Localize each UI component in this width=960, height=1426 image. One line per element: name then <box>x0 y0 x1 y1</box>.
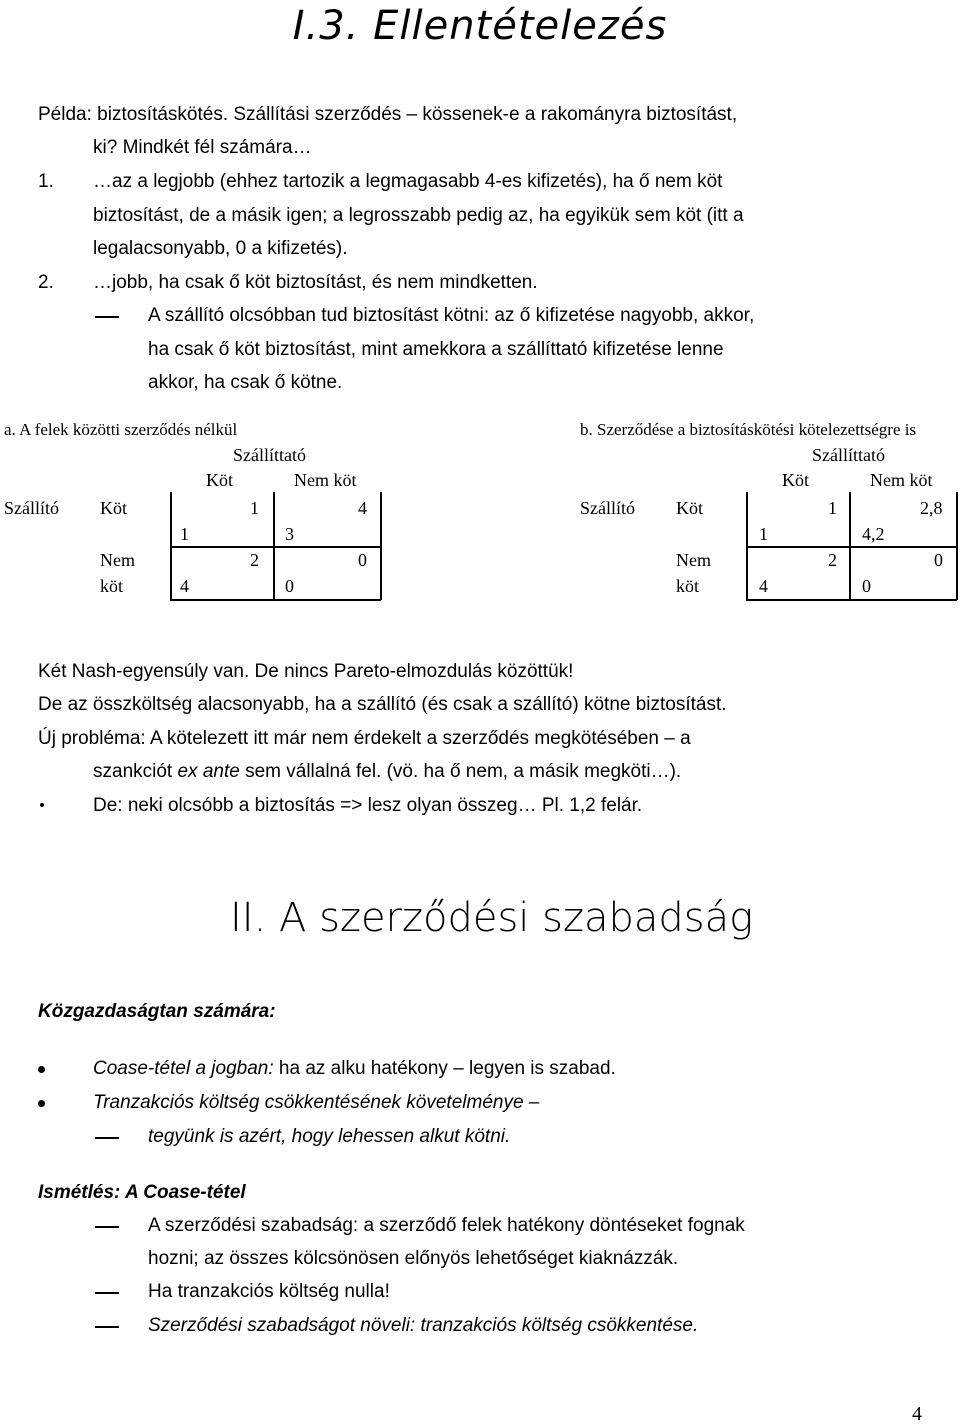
intro-line: Példa: biztosításkötés. Szállítási szerződés – kössenek-e a rakományra biztosítást, <box>38 104 738 125</box>
payoff-value: 0 <box>934 550 943 570</box>
list-item-text: legalacsonyabb, 0 a kifizetés). <box>93 238 348 259</box>
grid-line <box>170 546 381 548</box>
row-label-kot2: köt <box>100 576 124 596</box>
bullet-text: Tranzakciós költség csökkentésének követelménye – <box>93 1092 540 1113</box>
row-label-kot: Köt <box>676 498 703 518</box>
row-label-kot2: köt <box>676 576 700 596</box>
text-run: sem vállalná fel. (vö. ha ő nem, a másik megköti…). <box>239 761 682 782</box>
text-run-italic: ex ante <box>177 761 240 782</box>
payoff-value: 4 <box>358 498 367 518</box>
dash-bullet <box>95 316 119 318</box>
matrix-title: b. Szerződése a biztosításkötési kötelezettségre is <box>580 420 917 439</box>
dash-bullet <box>95 1226 119 1228</box>
dash-item-text: hozni; az összes kölcsönösen előnyös lehetőséget kiaknázzák. <box>148 1248 679 1269</box>
section-title: I.3. Ellentételezés <box>292 3 668 49</box>
column-label-kot: Köt <box>206 470 233 490</box>
row-player-label: Szállító <box>4 498 59 518</box>
row-player-label: Szállító <box>580 498 635 518</box>
sub-item-text: A szállító olcsóbban tud biztosítást kötni: az ő kifizetése nagyobb, akkor, <box>148 305 755 326</box>
column-label-nem-kot: Nem köt <box>294 470 357 490</box>
column-player-label: Szállíttató <box>233 445 306 465</box>
payoff-value: 2 <box>828 550 837 570</box>
bullet-dot <box>38 1066 45 1073</box>
column-player-label: Szállíttató <box>812 445 885 465</box>
conclusion-line <box>93 760 681 784</box>
payoff-value: 4 <box>759 576 768 596</box>
intro-line: ki? Mindkét fél számára… <box>93 137 312 158</box>
payoff-matrix-a <box>0 412 440 607</box>
column-label-kot: Köt <box>782 470 809 490</box>
payoff-value: 2,8 <box>920 498 943 518</box>
list-number: 1. <box>38 171 54 192</box>
text-run-italic: Coase-tétel a jogban: <box>93 1058 274 1079</box>
dash-bullet <box>95 1292 119 1294</box>
section-title-2: II. A szerződési szabadság <box>230 895 754 941</box>
payoff-value: 1 <box>250 498 259 518</box>
payoff-value: 0 <box>358 550 367 570</box>
payoff-value: 1 <box>180 524 189 544</box>
list-number: 2. <box>38 272 54 293</box>
dash-bullet <box>95 1326 119 1328</box>
subheading: Ismétlés: A Coase-tétel <box>38 1182 246 1203</box>
conclusion-line: Két Nash-egyensúly van. De nincs Pareto-elmozdulás közöttük! <box>38 661 574 682</box>
row-label-nem: Nem <box>676 550 711 570</box>
row-label-kot: Köt <box>100 498 127 518</box>
payoff-value: 4 <box>180 576 189 596</box>
subheading: Közgazdaságtan számára: <box>38 1001 276 1022</box>
text-run: szankciót <box>93 761 178 782</box>
sub-item-text: akkor, ha csak ő kötne. <box>148 372 343 393</box>
dash-bullet <box>95 1137 119 1139</box>
column-label-nem-kot: Nem köt <box>870 470 933 490</box>
payoff-matrix-b <box>576 412 960 607</box>
page-number: 4 <box>912 1403 922 1425</box>
sub-item-text: ha csak ő köt biztosítást, mint amekkora a szállíttató kifizetése lenne <box>148 339 724 360</box>
matrix-title: a. A felek közötti szerződés nélkül <box>4 420 238 439</box>
payoff-value: 3 <box>285 524 294 544</box>
payoff-value: 0 <box>285 576 294 596</box>
bullet-text <box>93 1057 616 1081</box>
text-run: ha az alku hatékony – legyen is szabad. <box>273 1058 616 1079</box>
dash-item-text: Szerződési szabadságot növeli: tranzakciós költség csökkentése. <box>148 1315 699 1336</box>
list-item-text: biztosítást, de a másik igen; a legrosszabb pedig az, ha egyikük sem köt (itt a <box>93 205 744 226</box>
payoff-value: 0 <box>862 576 871 596</box>
grid-line <box>746 599 957 601</box>
grid-line <box>746 546 957 548</box>
list-item-text: …az a legjobb (ehhez tartozik a legmagasabb 4-es kifizetés), ha ő nem köt <box>93 171 723 192</box>
dash-item-text: A szerződési szabadság: a szerződő felek hatékony döntéseket fognak <box>148 1215 745 1236</box>
payoff-value: 1 <box>828 498 837 518</box>
payoff-value: 1 <box>759 524 768 544</box>
dash-item-text: Ha tranzakciós költség nulla! <box>148 1281 390 1302</box>
row-label-nem: Nem <box>100 550 135 570</box>
conclusion-bullet-text: De: neki olcsóbb a biztosítás => lesz olyan összeg… Pl. 1,2 felár. <box>93 795 643 816</box>
sub-item-text: tegyünk is azért, hogy lehessen alkut kötni. <box>148 1126 511 1147</box>
payoff-value: 4,2 <box>862 524 885 544</box>
grid-line <box>170 599 381 601</box>
conclusion-line: Új probléma: A kötelezett itt már nem érdekelt a szerződés megkötésében – a <box>38 728 691 749</box>
bullet-dot <box>38 1100 45 1107</box>
bullet-dot <box>40 803 44 807</box>
list-item-text: …jobb, ha csak ő köt biztosítást, és nem mindketten. <box>93 272 538 293</box>
payoff-value: 2 <box>250 550 259 570</box>
conclusion-line: De az összköltség alacsonyabb, ha a szállító (és csak a szállító) kötne biztosítást. <box>38 694 727 715</box>
